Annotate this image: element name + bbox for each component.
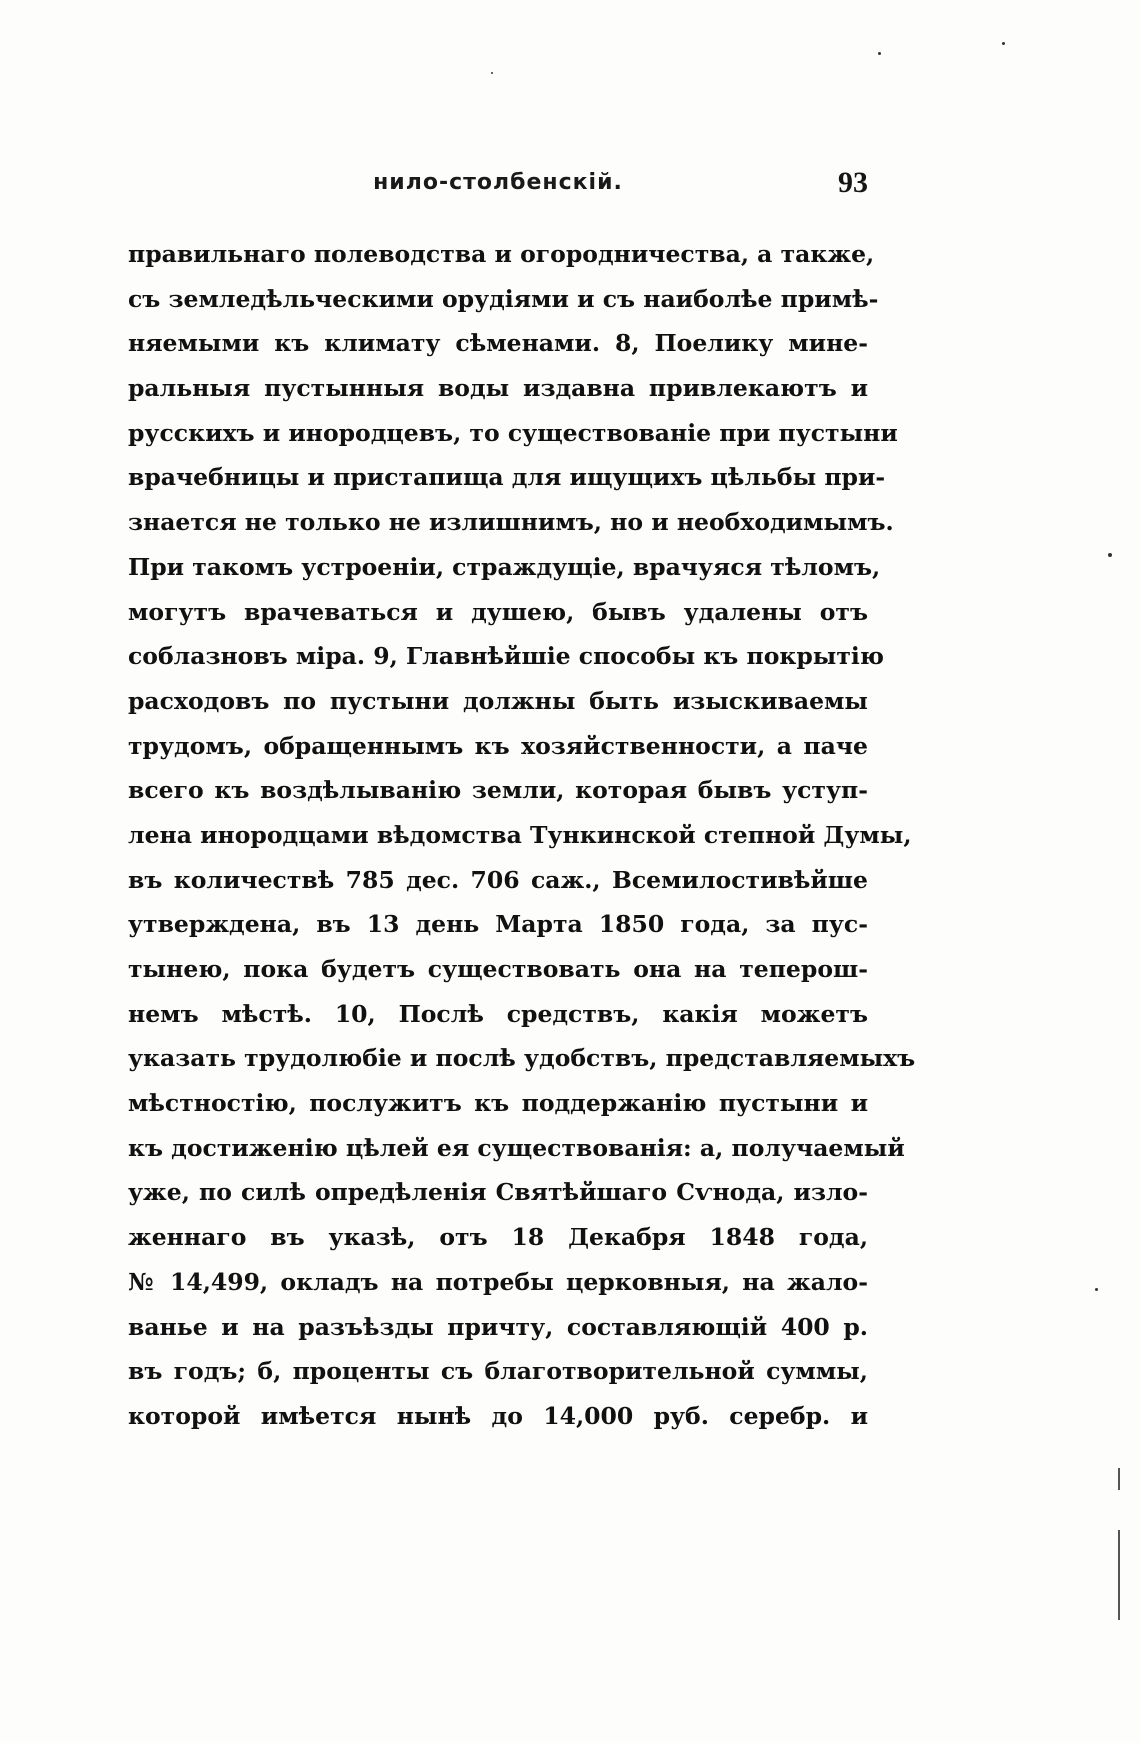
text-line: могутъ врачеваться и душею, бывъ удалены отъ bbox=[128, 597, 868, 626]
scan-speck bbox=[491, 72, 493, 74]
scan-speck bbox=[1108, 553, 1112, 557]
text-line: указать трудолюбіе и послѣ удобствъ, представляемыхъ bbox=[128, 1044, 916, 1073]
text-line: съ земледѣльческими орудіями и съ наиболѣе примѣ- bbox=[128, 284, 879, 313]
text-line: № 14,499, окладъ на потребы церковныя, на жало- bbox=[128, 1267, 868, 1296]
body-text bbox=[128, 232, 916, 1439]
text-line: лена инородцами вѣдомства Тункинской степной Думы, bbox=[128, 820, 912, 849]
text-line: соблазновъ міра. 9, Главнѣйшіе способы къ покрытію bbox=[128, 642, 884, 671]
text-line: ральныя пустынныя воды издавна привлекаютъ и bbox=[128, 374, 868, 403]
page-number: 93 bbox=[838, 166, 868, 199]
text-line: немъ мѣстѣ. 10, Послѣ средствъ, какія можетъ bbox=[128, 999, 868, 1028]
text-line: которой имѣется нынѣ до 14,000 руб. серебр. и bbox=[128, 1401, 868, 1430]
scan-speck bbox=[1002, 42, 1005, 45]
scan-edge-mark bbox=[1118, 1530, 1120, 1620]
text-line: уже, по силѣ опредѣленія Святѣйшаго Сѵнода, изло- bbox=[128, 1178, 868, 1207]
text-line: трудомъ, обращеннымъ къ хозяйственности, а паче bbox=[128, 731, 868, 760]
scan-edge-mark bbox=[1118, 1468, 1120, 1490]
text-line: ванье и на разъѣзды причту, составляющій 400 р. bbox=[128, 1312, 868, 1341]
text-line: въ годъ; б, проценты съ благотворительной суммы, bbox=[128, 1357, 868, 1386]
text-line: расходовъ по пустыни должны быть изыскиваемы bbox=[128, 686, 868, 715]
text-line: правильнаго полеводства и огородничества, а также, bbox=[128, 240, 875, 268]
scan-speck bbox=[878, 52, 881, 55]
running-title: нило-столбенскій. bbox=[373, 170, 623, 195]
text-line: врачебницы и пристапища для ищущихъ цѣльбы при- bbox=[128, 463, 886, 492]
scan-speck bbox=[1095, 1288, 1098, 1291]
text-line: къ достиженію цѣлей ея существованія: а, получаемый bbox=[128, 1133, 905, 1162]
text-line: няемыми къ климату сѣменами. 8, Поелику мине- bbox=[128, 329, 868, 358]
text-line: всего къ воздѣлыванію земли, которая бывъ уступ- bbox=[128, 776, 868, 805]
text-line: знается не только не излишнимъ, но и необходимымъ. bbox=[128, 508, 894, 537]
running-head bbox=[128, 166, 868, 210]
text-line: При такомъ устроеніи, страждущіе, врачуяся тѣломъ, bbox=[128, 552, 881, 581]
text-line: русскихъ и инородцевъ, то существованіе при пустыни bbox=[128, 418, 898, 447]
text-line: женнаго въ указѣ, отъ 18 Декабря 1848 года, bbox=[128, 1223, 868, 1252]
text-line: утверждена, въ 13 день Марта 1850 года, за пус- bbox=[128, 910, 868, 939]
text-line: мѣстностію, послужитъ къ поддержанію пустыни и bbox=[128, 1089, 868, 1118]
text-line: въ количествѣ 785 дес. 706 саж., Всемилостивѣйше bbox=[128, 865, 868, 894]
text-line: тынею, пока будетъ существовать она на теперош- bbox=[128, 955, 868, 983]
